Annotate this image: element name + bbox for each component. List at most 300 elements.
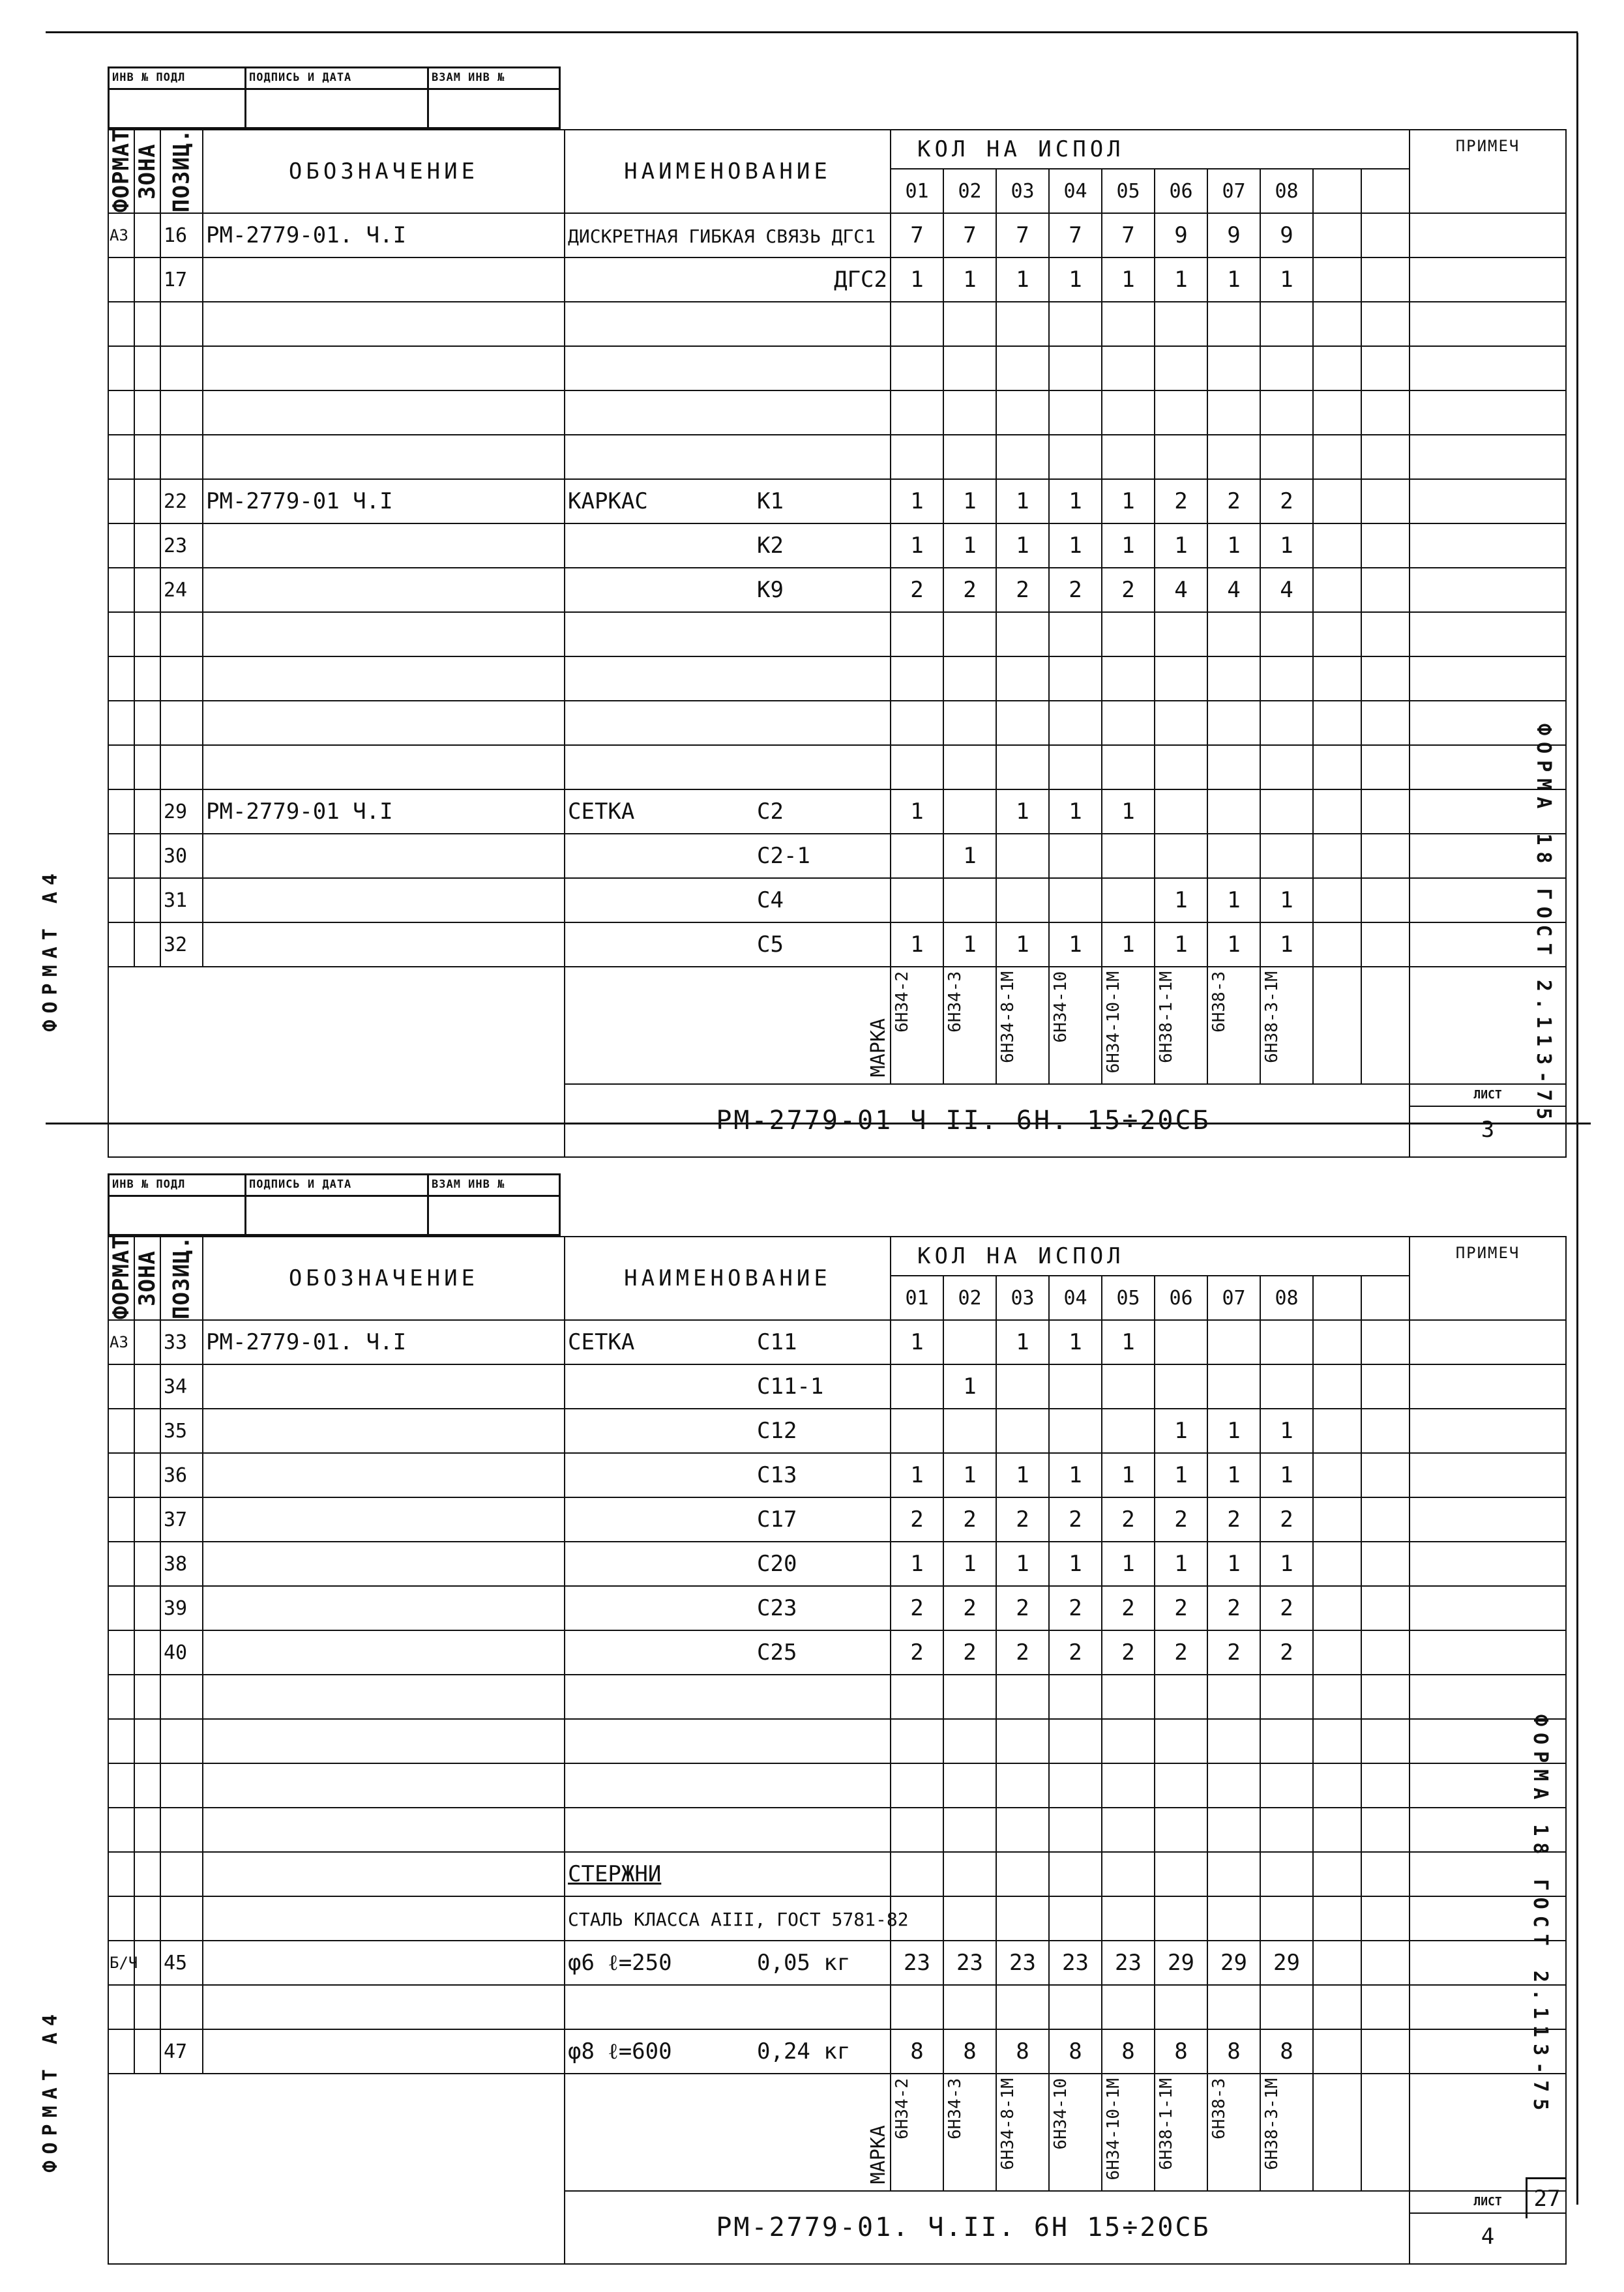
qty-cell: 1: [1102, 1320, 1155, 1364]
specification-table-1: [108, 129, 1567, 1158]
designation-cell: [203, 745, 565, 789]
qty-cell: [1260, 302, 1313, 346]
designation-cell: [203, 1630, 565, 1675]
qty-cell: [1155, 390, 1207, 435]
designation-cell: [203, 1985, 565, 2029]
sheet-2: [108, 1173, 1558, 2250]
document-code: РМ-2779-01 Ч II. 6Н. 15÷20СБ: [565, 1084, 1361, 1157]
qty-cell: [1049, 1364, 1102, 1409]
qty-cell: [1260, 1719, 1313, 1763]
title-spacer: [1361, 2191, 1410, 2264]
zone-cell: [134, 1497, 160, 1542]
qty-cell: 23: [996, 1941, 1049, 1985]
zone-cell: [134, 1763, 160, 1808]
designation-cell: [203, 346, 565, 390]
qty-cell: 1: [943, 1453, 996, 1497]
extra-cell: [1361, 2074, 1410, 2191]
blank-area: [108, 967, 565, 1157]
designation-column-header: ОБОЗНАЧЕНИЕ: [203, 130, 565, 213]
name-cell: [565, 1852, 891, 1896]
position-cell: [160, 1675, 203, 1719]
qty-cell: [943, 1675, 996, 1719]
qty-cell: [1102, 834, 1155, 878]
note-cell: [1410, 1364, 1566, 1409]
approval-strip: [108, 66, 561, 129]
qty-cell: 1: [1049, 789, 1102, 834]
marka-value: 6Н34-8-1М: [998, 2078, 1018, 2170]
marka-label: МАРКА: [867, 2125, 890, 2184]
qty-cell: [943, 1719, 996, 1763]
format-cell: [108, 1630, 134, 1675]
table-row: [108, 1763, 1566, 1808]
format-cell: [108, 656, 134, 701]
zone-cell: [134, 1985, 160, 2029]
qty-cell: 1: [1260, 878, 1313, 922]
qty-cell: 1: [943, 1542, 996, 1586]
marka-cell: [1102, 967, 1155, 1084]
marka-cell: [1155, 2074, 1207, 2191]
qty-cell: [996, 1985, 1049, 2029]
qty-cell: [943, 302, 996, 346]
qty-cell: [1155, 701, 1207, 745]
name-cell: [565, 390, 891, 435]
qty-cell: 1: [1207, 257, 1260, 302]
qty-cell: [1155, 1763, 1207, 1808]
qty-cell: 1: [891, 257, 943, 302]
name-cell: [565, 568, 891, 612]
zone-cell: [134, 834, 160, 878]
extra-cell: [1313, 701, 1361, 745]
zone-cell: [134, 1808, 160, 1852]
name-cell: [565, 1941, 891, 1985]
table-row: [108, 612, 1566, 656]
qty-cell: 1: [1102, 789, 1155, 834]
table-row: [108, 834, 1566, 878]
format-cell: [108, 346, 134, 390]
format-cell: [108, 789, 134, 834]
qty-cell: [891, 346, 943, 390]
designation-cell: [203, 257, 565, 302]
extra-cell: [1361, 612, 1410, 656]
extra-cell: [1361, 1364, 1410, 1409]
zone-cell: [134, 1320, 160, 1364]
qty-cell: 1: [1260, 523, 1313, 568]
name-cell: [565, 789, 891, 834]
qty-cell: [943, 612, 996, 656]
designation-cell: [203, 1941, 565, 1985]
name-suffix: С4: [757, 887, 784, 913]
qty-cell: 1: [943, 834, 996, 878]
note-cell: [1410, 656, 1566, 701]
extra-cell: [1313, 878, 1361, 922]
extra-cell: [1361, 1763, 1410, 1808]
qty-cell: [1049, 834, 1102, 878]
qty-cell: [1102, 1409, 1155, 1453]
qty-cell: 1: [1049, 922, 1102, 967]
qty-cell: 1: [891, 523, 943, 568]
qty-cell: [1260, 435, 1313, 479]
extra-cell: [1313, 789, 1361, 834]
qty-cell: 7: [996, 213, 1049, 257]
qty-cell: 1: [1155, 257, 1207, 302]
qty-cell: [1155, 1808, 1207, 1852]
marka-label-cell: [565, 967, 891, 1084]
designation-cell: [203, 1852, 565, 1896]
format-column-header: ФОРМАТ: [108, 1235, 134, 1319]
qty-cell: 1: [1155, 1409, 1207, 1453]
name-suffix: 0,24 кг: [757, 2038, 851, 2064]
marka-cell: [1049, 967, 1102, 1084]
extra-cell: [1361, 967, 1410, 1084]
extra-cell: [1361, 1409, 1410, 1453]
qty-cell: 2: [1260, 1497, 1313, 1542]
qty-cell: [1049, 435, 1102, 479]
note-cell: [1410, 1985, 1566, 2029]
title-spacer: [1361, 1084, 1410, 1157]
note-cell: [1410, 1320, 1566, 1364]
marka-value: 6Н34-2: [893, 2078, 912, 2139]
qty-cell: 1: [1102, 257, 1155, 302]
designation-cell: [203, 435, 565, 479]
designation-cell: [203, 1586, 565, 1630]
note-cell: [1410, 834, 1566, 878]
qty-cell: [996, 745, 1049, 789]
qty-cell: [1155, 435, 1207, 479]
qty-cell: 1: [891, 922, 943, 967]
table-row: [108, 435, 1566, 479]
extra-cell: [1313, 1630, 1361, 1675]
format-cell: [108, 1453, 134, 1497]
qty-cell: 7: [1049, 213, 1102, 257]
right-border-line-bottom: [1576, 1123, 1578, 2205]
qty-cell: 1: [1155, 922, 1207, 967]
qty-cell: [1207, 701, 1260, 745]
zone-column-header: ЗОНА: [134, 130, 160, 213]
qty-cell: 1: [996, 523, 1049, 568]
qty-cell: [943, 701, 996, 745]
variant-header-02: 02: [943, 1276, 996, 1320]
position-cell: [160, 1763, 203, 1808]
qty-cell: 8: [1260, 2029, 1313, 2074]
qty-cell: [891, 302, 943, 346]
position-cell: 47: [160, 2029, 203, 2074]
qty-cell: 1: [996, 922, 1049, 967]
marka-value: 6Н34-10: [1051, 971, 1070, 1043]
qty-cell: 2: [943, 1497, 996, 1542]
qty-cell: 2: [996, 1586, 1049, 1630]
qty-cell: 1: [1207, 523, 1260, 568]
qty-cell: [943, 1409, 996, 1453]
qty-cell: [1049, 346, 1102, 390]
note-column-header: ПРИМЕЧ: [1410, 130, 1566, 213]
qty-cell: [996, 302, 1049, 346]
qty-cell: 2: [891, 1630, 943, 1675]
qty-cell: 8: [1049, 2029, 1102, 2074]
variant-header-06: 06: [1155, 169, 1207, 213]
zone-cell: [134, 1409, 160, 1453]
name-cell: [565, 834, 891, 878]
name-text: φ8 ℓ=600: [568, 2038, 672, 2064]
marka-cell: [1049, 2074, 1102, 2191]
sheet-1: [108, 66, 1558, 1143]
extra-cell: [1361, 346, 1410, 390]
designation-cell: [203, 1542, 565, 1586]
qty-cell: 1: [1155, 1542, 1207, 1586]
note-cell: [1410, 1586, 1566, 1630]
right-border-line-top: [1576, 33, 1578, 1123]
zone-cell: [134, 1630, 160, 1675]
variant-header-07: 07: [1207, 1276, 1260, 1320]
extra-cell: [1313, 1763, 1361, 1808]
table-row: [108, 1630, 1566, 1675]
qty-cell: 1: [943, 257, 996, 302]
format-cell: [108, 922, 134, 967]
qty-cell: [1155, 1985, 1207, 2029]
name-suffix: К1: [757, 488, 784, 514]
extra-cell: [1313, 967, 1361, 1084]
qty-cell: [891, 1675, 943, 1719]
qty-column-header: КОЛ НА ИСПОЛ: [891, 130, 1410, 169]
qty-cell: [1207, 390, 1260, 435]
format-cell: [108, 1364, 134, 1409]
note-column-header: ПРИМЕЧ: [1410, 1237, 1566, 1320]
designation-cell: [203, 1497, 565, 1542]
qty-cell: [1102, 435, 1155, 479]
designation-cell: [203, 701, 565, 745]
extra-cell: [1313, 1542, 1361, 1586]
sheet-number-cell: [1410, 1084, 1566, 1157]
name-suffix: К2: [757, 533, 784, 559]
position-cell: [160, 656, 203, 701]
position-cell: 32: [160, 922, 203, 967]
position-cell: 39: [160, 1586, 203, 1630]
name-cell: [565, 435, 891, 479]
qty-cell: 2: [943, 568, 996, 612]
note-cell: [1410, 2029, 1566, 2074]
qty-cell: 9: [1155, 213, 1207, 257]
qty-cell: [943, 1763, 996, 1808]
name-cell: [565, 745, 891, 789]
designation-cell: [203, 1896, 565, 1941]
qty-cell: [943, 878, 996, 922]
qty-cell: 1: [1049, 1542, 1102, 1586]
format-cell: [108, 701, 134, 745]
note-cell: [1410, 1896, 1566, 1941]
qty-cell: [1207, 1675, 1260, 1719]
zone-cell: [134, 2029, 160, 2074]
extra-cell: [1361, 1808, 1410, 1852]
designation-cell: [203, 390, 565, 435]
marka-label: МАРКА: [867, 1018, 890, 1078]
qty-cell: [1102, 1763, 1155, 1808]
qty-cell: [1049, 656, 1102, 701]
extra-column-header: [1361, 169, 1410, 213]
variant-header-03: 03: [996, 1276, 1049, 1320]
note-cell: [1410, 523, 1566, 568]
qty-cell: [1260, 745, 1313, 789]
extra-cell: [1361, 1542, 1410, 1586]
position-cell: [160, 1985, 203, 2029]
variant-header-08: 08: [1260, 169, 1313, 213]
qty-cell: 23: [1049, 1941, 1102, 1985]
note-cell: [1410, 213, 1566, 257]
name-suffix: С23: [757, 1595, 797, 1621]
qty-cell: [1102, 1896, 1155, 1941]
marka-cell: [943, 2074, 996, 2191]
designation-cell: [203, 1808, 565, 1852]
qty-cell: 1: [996, 257, 1049, 302]
table-row: [108, 1896, 1566, 1941]
qty-cell: [943, 390, 996, 435]
qty-cell: 1: [1102, 1453, 1155, 1497]
qty-cell: 4: [1155, 568, 1207, 612]
qty-cell: [1260, 1675, 1313, 1719]
zone-column-header: ЗОНА: [134, 1237, 160, 1320]
name-cell: [565, 1497, 891, 1542]
sheet-number: 3: [1481, 1116, 1495, 1143]
marka-cell: [1207, 967, 1260, 1084]
format-cell: [108, 302, 134, 346]
table-row: [108, 1453, 1566, 1497]
designation-cell: РМ-2779-01 Ч.I: [203, 479, 565, 523]
position-cell: 45: [160, 1941, 203, 1985]
qty-cell: [1049, 1719, 1102, 1763]
format-cell: [108, 612, 134, 656]
name-cell: [565, 523, 891, 568]
designation-cell: [203, 1719, 565, 1763]
table-row: [108, 302, 1566, 346]
qty-cell: [1102, 1675, 1155, 1719]
note-cell: [1410, 1630, 1566, 1675]
qty-cell: [1260, 346, 1313, 390]
extra-cell: [1313, 1852, 1361, 1896]
name-cell: [565, 2029, 891, 2074]
position-cell: [160, 745, 203, 789]
name-suffix: С2-1: [757, 843, 810, 869]
zone-cell: [134, 878, 160, 922]
qty-cell: [1049, 878, 1102, 922]
position-cell: [160, 390, 203, 435]
sheet-label: ЛИСТ: [1410, 1085, 1565, 1107]
sheet-label: ЛИСТ: [1410, 2192, 1565, 2214]
qty-cell: [996, 612, 1049, 656]
qty-cell: 1: [1260, 1409, 1313, 1453]
qty-cell: 2: [996, 568, 1049, 612]
qty-cell: 9: [1260, 213, 1313, 257]
name-suffix: С13: [757, 1462, 797, 1488]
extra-cell: [1361, 1985, 1410, 2029]
qty-cell: 7: [1102, 213, 1155, 257]
qty-cell: [1049, 745, 1102, 789]
qty-cell: 2: [1155, 1586, 1207, 1630]
zone-cell: [134, 435, 160, 479]
note-cell: [1410, 1542, 1566, 1586]
name-suffix: С25: [757, 1639, 797, 1666]
header-row: [108, 1237, 1566, 1276]
format-cell: [108, 1675, 134, 1719]
table-row: [108, 390, 1566, 435]
qty-cell: [891, 1409, 943, 1453]
format-cell: Б/Ч: [108, 1941, 134, 1985]
extra-cell: [1313, 302, 1361, 346]
variant-header-01: 01: [891, 169, 943, 213]
qty-cell: [1260, 1852, 1313, 1896]
qty-cell: 1: [1049, 523, 1102, 568]
qty-cell: [1155, 302, 1207, 346]
qty-cell: [1207, 1852, 1260, 1896]
name-suffix: С17: [757, 1506, 797, 1533]
qty-cell: [1207, 612, 1260, 656]
name-cell: [565, 1364, 891, 1409]
qty-cell: 1: [1155, 523, 1207, 568]
qty-cell: 1: [1260, 922, 1313, 967]
format-cell: [108, 878, 134, 922]
qty-cell: [1155, 834, 1207, 878]
marka-cell: [1260, 2074, 1313, 2191]
extra-column-header: [1361, 1276, 1410, 1320]
qty-cell: [996, 390, 1049, 435]
format-cell: [108, 1409, 134, 1453]
note-cell: [1410, 1675, 1566, 1719]
qty-cell: 1: [1102, 1542, 1155, 1586]
table-row: [108, 479, 1566, 523]
format-cell: [108, 834, 134, 878]
qty-cell: [1155, 1719, 1207, 1763]
qty-cell: [1155, 612, 1207, 656]
position-cell: 35: [160, 1409, 203, 1453]
note-cell: [1410, 568, 1566, 612]
designation-cell: РМ-2779-01. Ч.I: [203, 213, 565, 257]
name-column-header: НАИМЕНОВАНИЕ: [565, 1237, 891, 1320]
qty-cell: [1207, 1896, 1260, 1941]
extra-cell: [1313, 346, 1361, 390]
extra-cell: [1313, 1497, 1361, 1542]
table-row: [108, 1808, 1566, 1852]
designation-cell: [203, 656, 565, 701]
format-cell: А3: [108, 1320, 134, 1364]
qty-cell: 1: [943, 523, 996, 568]
extra-cell: [1313, 1941, 1361, 1985]
qty-cell: 2: [1260, 1586, 1313, 1630]
zone-cell: [134, 656, 160, 701]
name-suffix: К9: [757, 577, 784, 603]
extra-cell: [1361, 701, 1410, 745]
qty-cell: [1102, 346, 1155, 390]
name-cell: [565, 346, 891, 390]
name-cell: [565, 1808, 891, 1852]
note-cell: [1410, 390, 1566, 435]
table-row: [108, 789, 1566, 834]
qty-cell: [1102, 612, 1155, 656]
note-cell: [1410, 346, 1566, 390]
qty-cell: [891, 435, 943, 479]
zone-cell: [134, 1675, 160, 1719]
qty-cell: [1102, 1808, 1155, 1852]
extra-cell: [1361, 479, 1410, 523]
qty-cell: 2: [943, 1586, 996, 1630]
qty-cell: 4: [1260, 568, 1313, 612]
table-row: [108, 745, 1566, 789]
name-text: СТАЛЬ КЛАССА АIII, ГОСТ 5781-82: [568, 1909, 909, 1930]
format-a4-label-top: ФОРМАТ А4: [39, 867, 62, 1032]
qty-cell: 2: [1155, 1497, 1207, 1542]
zone-cell: [134, 213, 160, 257]
note-cell: [1410, 2074, 1566, 2191]
table-row: [108, 213, 1566, 257]
qty-cell: 29: [1260, 1941, 1313, 1985]
blank-area: [108, 2074, 565, 2264]
header-row: [108, 130, 1566, 169]
